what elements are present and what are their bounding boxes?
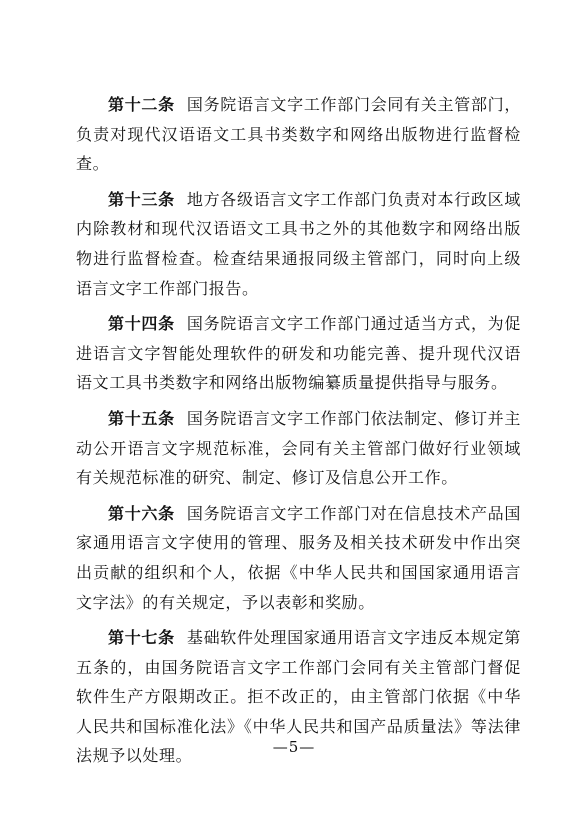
article-16 (76, 499, 521, 617)
article-heading: 第十七条 (108, 628, 175, 648)
article-heading: 第十六条 (108, 503, 175, 523)
article-text: 国务院语言文字工作部门依法制定、修订并主动公开语言文字规范标准，会同有关主管部门做好行业领域有关规范标准的研究、制定、修订及信息公开工作。 (76, 408, 521, 488)
article-15 (76, 404, 521, 493)
article-text: 地方各级语言文字工作部门负责对本行政区域内除教材和现代汉语语文工具书之外的其他数字和网络出版物进行监督检查。检查结果通报同级主管部门，同时向上级语言文字工作部门报告。 (76, 189, 521, 298)
article-12 (76, 90, 521, 179)
article-heading: 第十三条 (108, 189, 175, 209)
page-number: —5— (272, 738, 316, 756)
document-body (76, 90, 521, 777)
article-heading: 第十五条 (108, 408, 175, 428)
article-text: 基础软件处理国家通用语言文字违反本规定第五条的，由国务院语言文字工作部门会同有关主管部门督促软件生产方限期改正。拒不改正的，由主管部门依据《中华人民共和国标准化法》《中华人民共和国产品质量法》等法律法规予以处理。 (76, 628, 521, 766)
article-14 (76, 309, 521, 398)
article-13 (76, 185, 521, 303)
article-heading: 第十二条 (108, 95, 175, 114)
article-text: 国务院语言文字工作部门对在信息技术产品国家通用语言文字使用的管理、服务及相关技术研发中作出突出贡献的组织和个人，依据《中华人民共和国国家通用语言文字法》的有关规定，予以表彰和奖励。 (76, 503, 521, 612)
article-heading: 第十四条 (108, 314, 175, 334)
article-text: 国务院语言文字工作部门会同有关主管部门，负责对现代汉语语文工具书类数字和网络出版物进行监督检查。 (76, 95, 521, 174)
article-text: 国务院语言文字工作部门通过适当方式，为促进语言文字智能处理软件的研发和功能完善、提升现代汉语语文工具书类数字和网络出版物编纂质量提供指导与服务。 (76, 314, 521, 393)
